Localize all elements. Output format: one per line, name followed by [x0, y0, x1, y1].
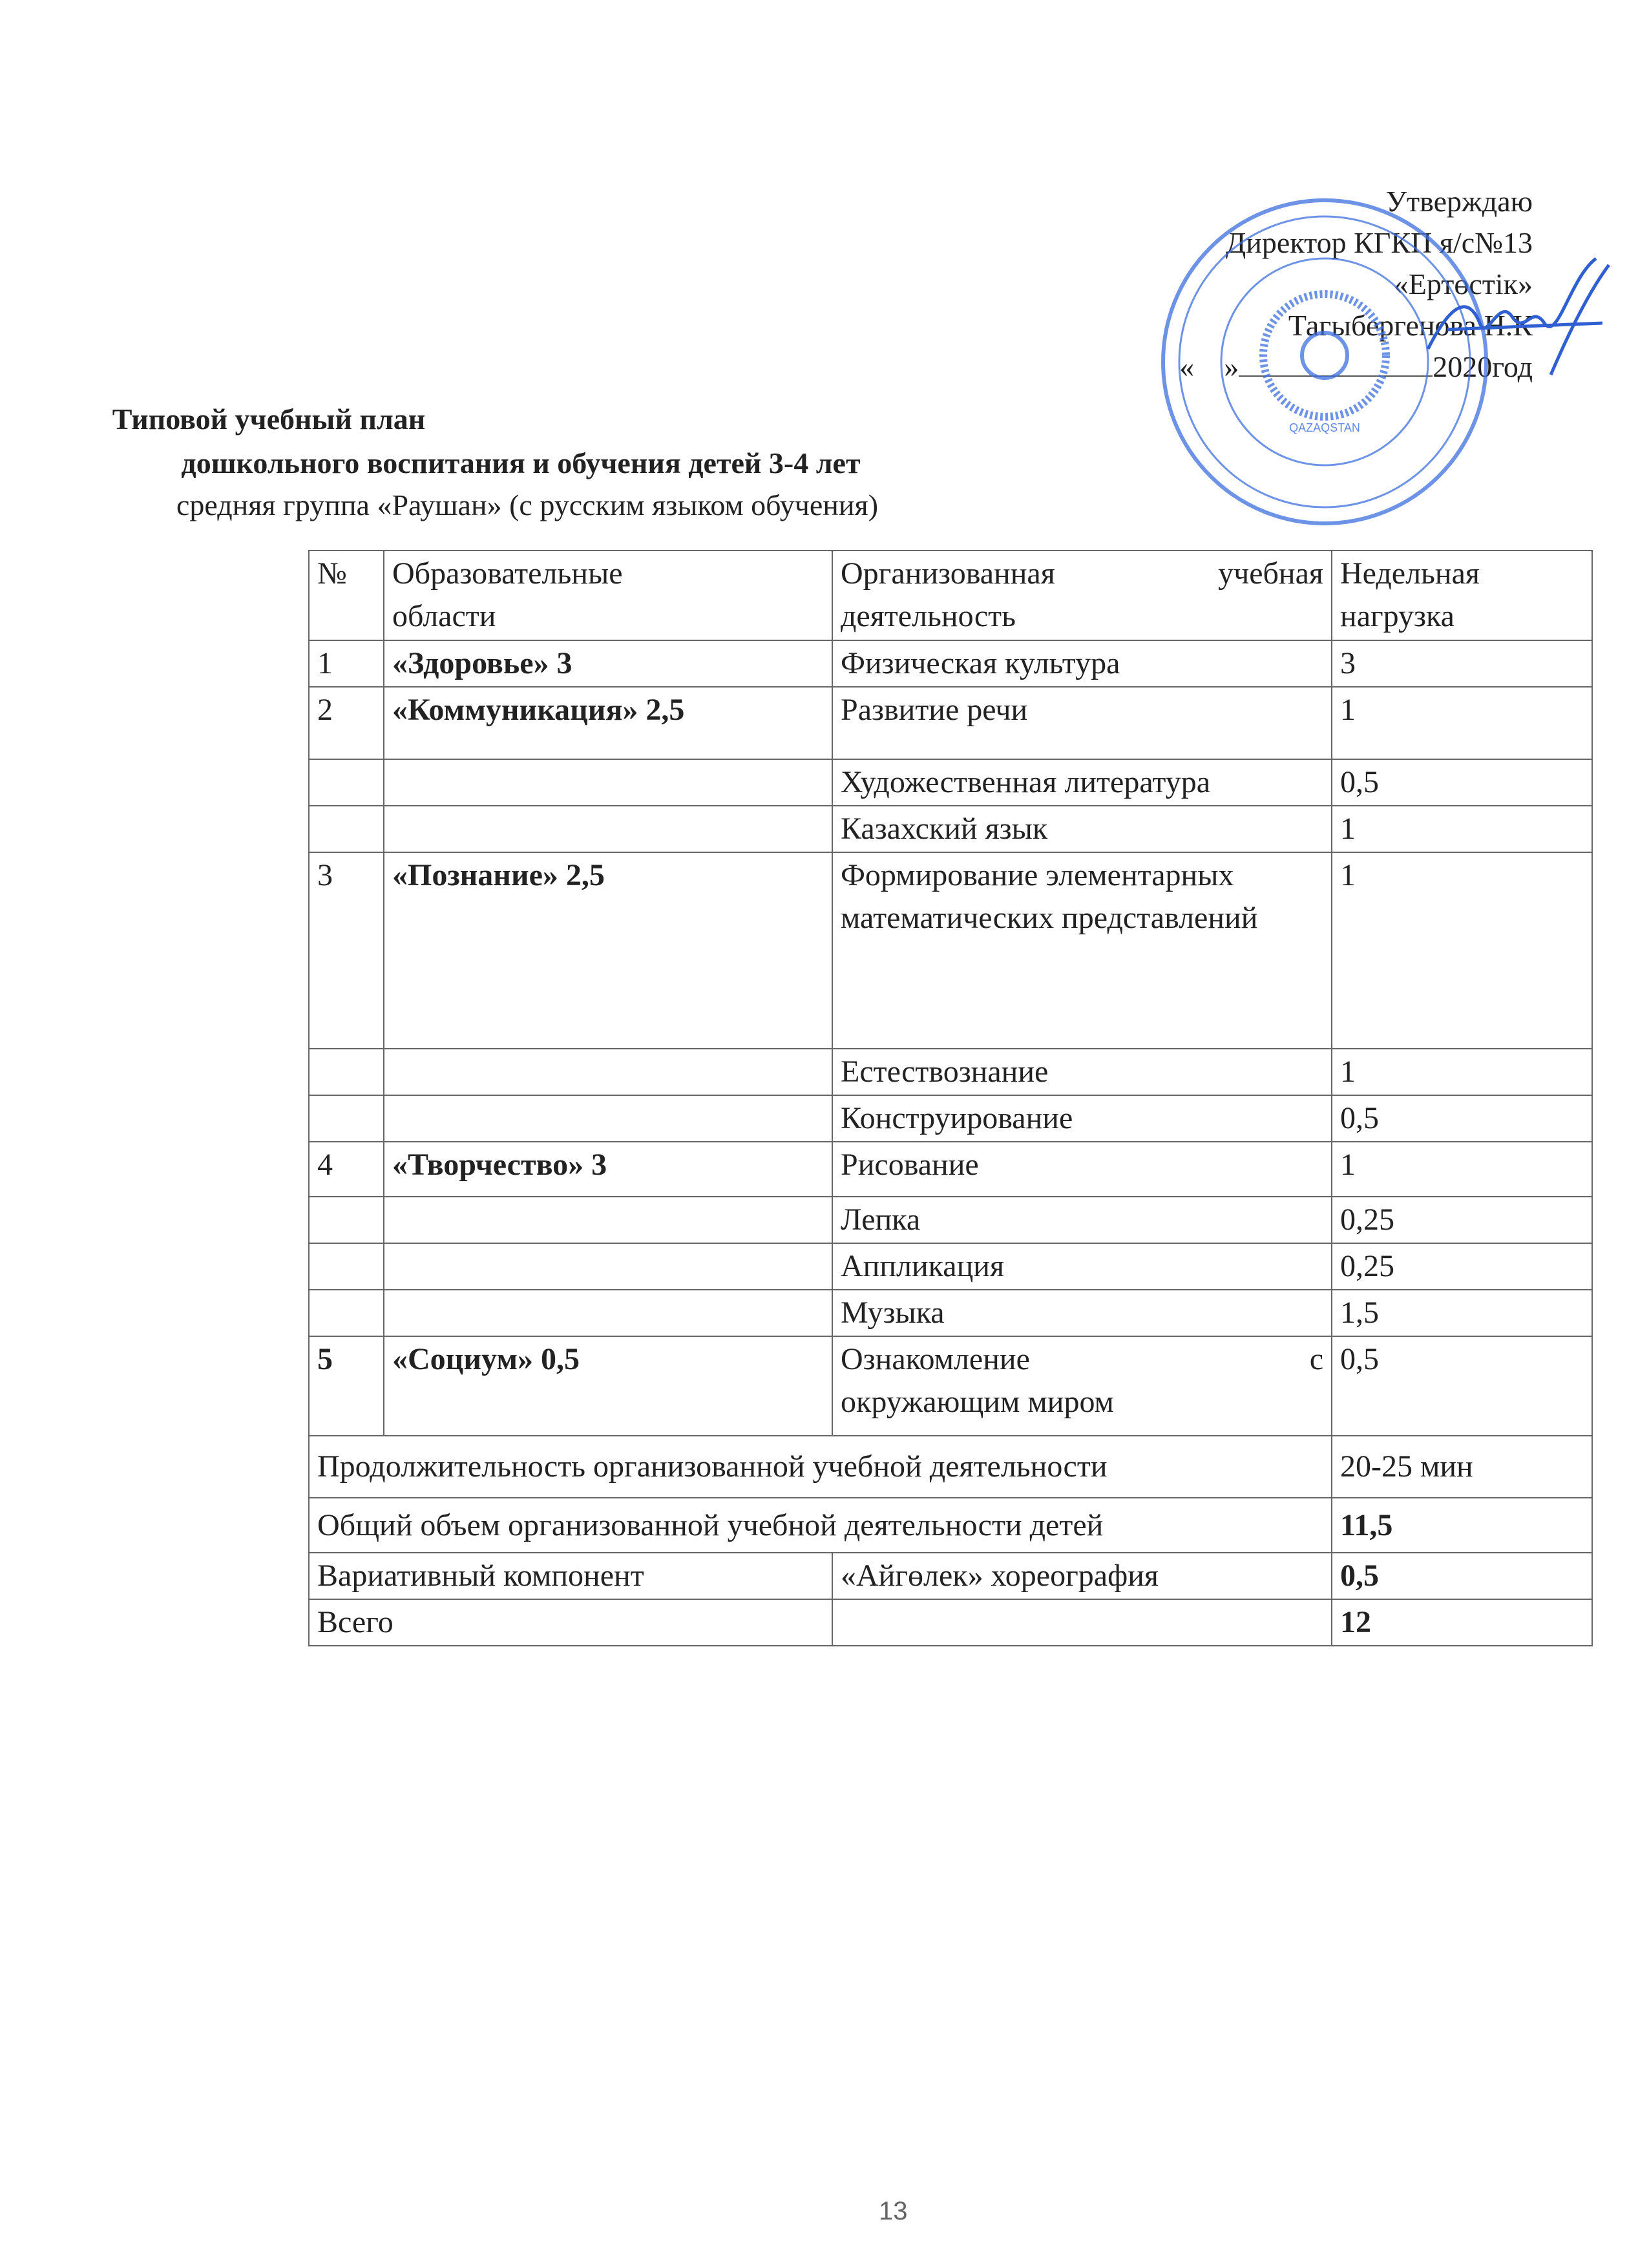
approver-position: Директор КГКП я/с№13	[1225, 226, 1533, 259]
table-row: Аппликация 0,25	[309, 1243, 1592, 1290]
table-row: 4 «Творчество» 3 Рисование 1	[309, 1142, 1592, 1197]
approval-heading: Утверждаю	[1385, 185, 1533, 218]
table-row: 1 «Здоровье» 3 Физическая культура 3	[309, 640, 1592, 687]
header-area: Образовательные области	[384, 551, 832, 640]
approver-name: Тагыбергенова Н.К	[1288, 309, 1533, 342]
table-row: Художественная литература 0,5	[309, 759, 1592, 806]
table-row: Музыка 1,5	[309, 1290, 1592, 1336]
table-row: Естествознание 1	[309, 1049, 1592, 1095]
signature	[1422, 252, 1615, 381]
institution-name: «Ертөстік»	[1393, 268, 1533, 300]
table-row: Конструирование 0,5	[309, 1095, 1592, 1142]
table-row: Казахский язык 1	[309, 806, 1592, 852]
group-description: средняя группа «Раушан» (с русским языком обучения)	[176, 488, 879, 521]
svg-text:QAZAQSTAN: QAZAQSTAN	[1289, 421, 1360, 434]
document-title: Типовой учебный план	[112, 403, 426, 436]
approval-date: « » 2020год	[1179, 350, 1533, 383]
total-volume-row: Общий объем организованной учебной деятельности детей 11,5	[309, 1498, 1592, 1553]
total-row: Всего 12	[309, 1599, 1592, 1646]
document-subtitle: дошкольного воспитания и обучения детей 3-4 лет	[181, 446, 861, 479]
table-row: 2 «Коммуникация» 2,5 Развитие речи 1	[309, 687, 1592, 759]
header-activity: Организованная учебная деятельность	[832, 551, 1332, 640]
variative-row: Вариативный компонент «Айгөлек» хореография 0,5	[309, 1553, 1592, 1599]
curriculum-table	[308, 550, 1593, 1646]
table-header-row	[309, 551, 1592, 640]
header-load: Недельная нагрузка	[1332, 551, 1592, 640]
header-num: №	[309, 551, 384, 640]
page-number: 13	[879, 2197, 908, 2225]
table-row: Лепка 0,25	[309, 1197, 1592, 1243]
table-row: 5 «Социум» 0,5 Ознакомление с окружающим миром 0,5	[309, 1336, 1592, 1436]
duration-row: Продолжительность организованной учебной деятельности 20-25 мин	[309, 1436, 1592, 1498]
table-row: 3 «Познание» 2,5 Формирование элементарных математических представлений 1	[309, 852, 1592, 1049]
